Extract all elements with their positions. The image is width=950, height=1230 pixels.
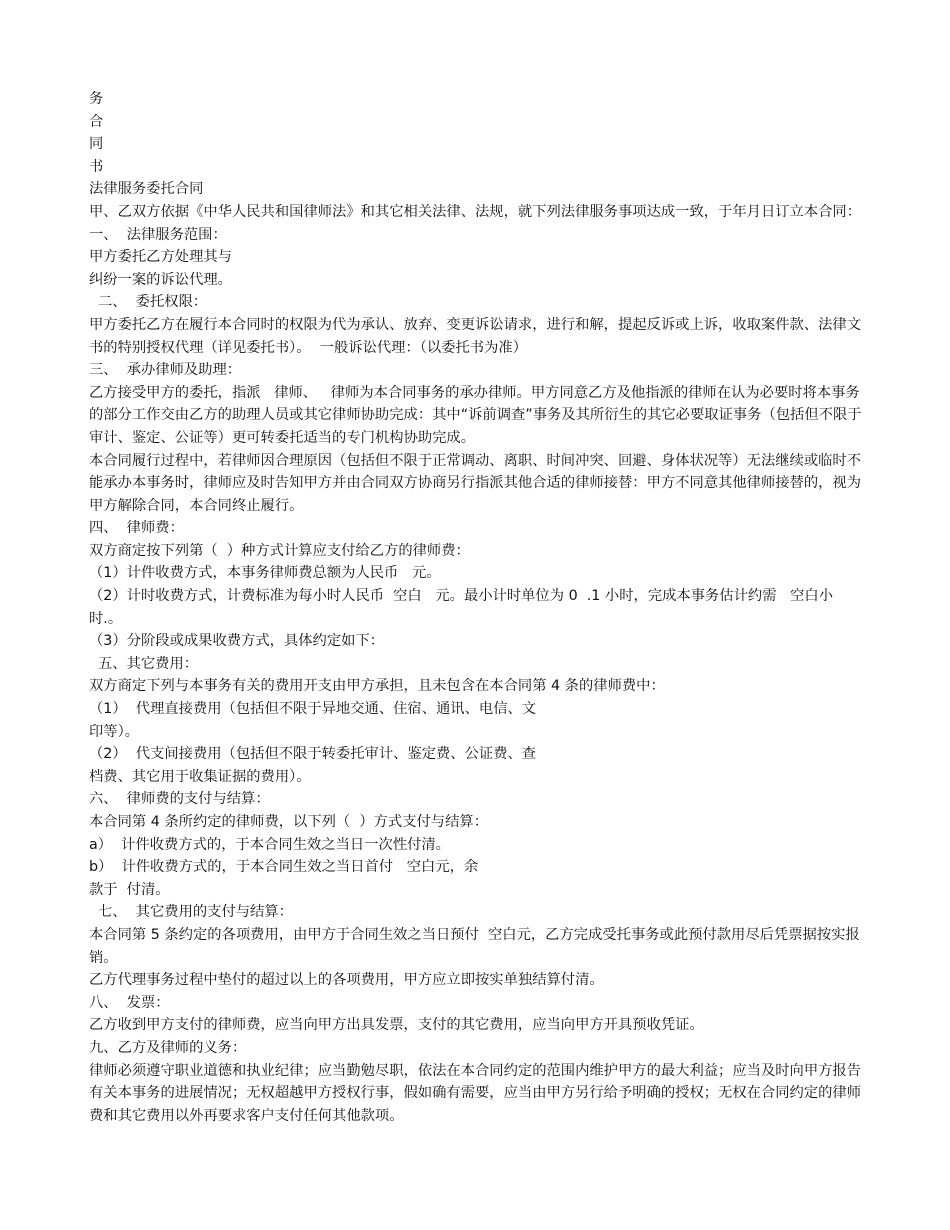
section-3-heading: 三、 承办律师及助理： [89, 362, 242, 379]
section-3-paragraph: 本合同履行过程中，若律师因合理原因（包括但不限于正常调动、离职、时间冲突、回避、身体状况等）无法继续或临时不能承办本事务时，律师应及时告知甲方并由合同双方协商另行指派其他合适的律师接替：甲方不同意其他律师接替的，视为甲方解除合同，本合同终止履行。 [89, 452, 862, 514]
intro-paragraph: 甲、乙双方依据《中华人民共和国律师法》和其它相关法律、法规，就下列法律服务事项达成一致，于年月日订立本合同： [89, 203, 862, 220]
section-6-heading: 六、 律师费的支付与结算： [89, 791, 270, 808]
section-4-line: （2）计时收费方式，计费标准为每小时人民币 空白 元。最小计时单位为 0 .1 小时，完成本事务估计约需 空白小时.。 [89, 588, 834, 627]
section-5-line: 档费、其它用于收集证据的费用）。 [89, 768, 311, 785]
section-5-line: （2） 代支间接费用（包括但不限于转委托审计、鉴定费、公证费、查 [89, 746, 537, 763]
section-5-line: 双方商定下列与本事务有关的费用开支由甲方承担，且未包含在本合同第 4 条的律师费中： [89, 678, 665, 695]
section-6-line: 款于 付清。 [89, 881, 170, 898]
vertical-title-char: 合 [89, 113, 104, 130]
section-5-line: （1） 代理直接费用（包括但不限于异地交通、住宿、通讯、电信、文 [89, 701, 537, 718]
section-2-body: 甲方委托乙方在履行本合同时的权限为代为承认、放弃、变更诉讼请求，进行和解，提起反诉或上诉，收取案件款、法律文书的特别授权代理（详见委托书）。 一般诉讼代理：（以委托书为准） [89, 316, 862, 356]
section-4-line: 双方商定按下列第（ ）种方式计算应支付给乙方的律师费： [89, 542, 470, 559]
section-5-heading: 五、其它费用： [98, 655, 199, 672]
vertical-title-char: 务 [89, 91, 104, 107]
section-4-line: （1）计件收费方式，本事务律师费总额为人民币 元。 [89, 565, 441, 582]
vertical-title-char: 书 [89, 158, 104, 175]
contract-title: 法律服务委托合同 [89, 181, 204, 198]
section-9-heading: 九、乙方及律师的义务： [89, 1039, 247, 1056]
section-2-heading: 二、 委托权限： [98, 294, 208, 311]
section-8-heading: 八、 发票： [89, 994, 170, 1011]
section-4-line: （3）分阶段或成果收费方式，具体约定如下： [89, 633, 385, 650]
section-5-line: 印等）。 [89, 723, 140, 740]
contract-page [89, 88, 864, 1127]
section-3-paragraph: 乙方接受甲方的委托，指派 律师、 律师为本合同事务的承办律师。甲方同意乙方及他指派的律师在认为必要时将本事务的部分工作交由乙方的助理人员或其它律师协助完成：其中“诉前调查”事务及其所衍生的其它必要取证事务（包括但不限于审计、鉴定、公证等）更可转委托适当的专门机构协助完成。 [89, 384, 862, 446]
section-6-line: a） 计件收费方式的，于本合同生效之当日一次性付清。 [89, 836, 450, 853]
section-1-heading: 一、 法律服务范围： [89, 226, 227, 243]
section-1-line: 甲方委托乙方处理其与 [89, 249, 232, 266]
section-7-line: 乙方代理事务过程中垫付的超过以上的各项费用，甲方应立即按实单独结算付清。 [89, 972, 604, 989]
section-6-line: 本合同第 4 条所约定的律师费，以下列（ ）方式支付与结算： [89, 814, 488, 830]
section-4-heading: 四、 律师费： [89, 520, 184, 537]
section-1-line: 纠纷一案的诉讼代理。 [89, 271, 232, 288]
section-9-body: 律师必须遵守职业道德和执业纪律；应当勤勉尽职，依法在本合同约定的范围内维护甲方的最大利益；应当及时向甲方报告有关本事务的进展情况；无权超越甲方授权行事，假如确有需要，应当由甲方另行给予明确的授权；无权在合同约定的律师费和其它费用以外再要求客户支付任何其他款项。 [89, 1062, 862, 1124]
section-7-heading: 七、 其它费用的支付与结算： [98, 904, 293, 921]
section-8-body: 乙方收到甲方支付的律师费，应当向甲方出具发票，支付的其它费用，应当向甲方开具预收凭证。 [89, 1017, 704, 1034]
section-6-line: b） 计件收费方式的，于本合同生效之当日首付 空白元，余 [89, 859, 479, 876]
section-7-line: 本合同第 5 条约定的各项费用，由甲方于合同生效之当日预付 空白元，乙方完成受托事务或此预付款用尽后凭票据按实报销。 [89, 926, 860, 966]
vertical-title-char: 同 [89, 136, 104, 153]
